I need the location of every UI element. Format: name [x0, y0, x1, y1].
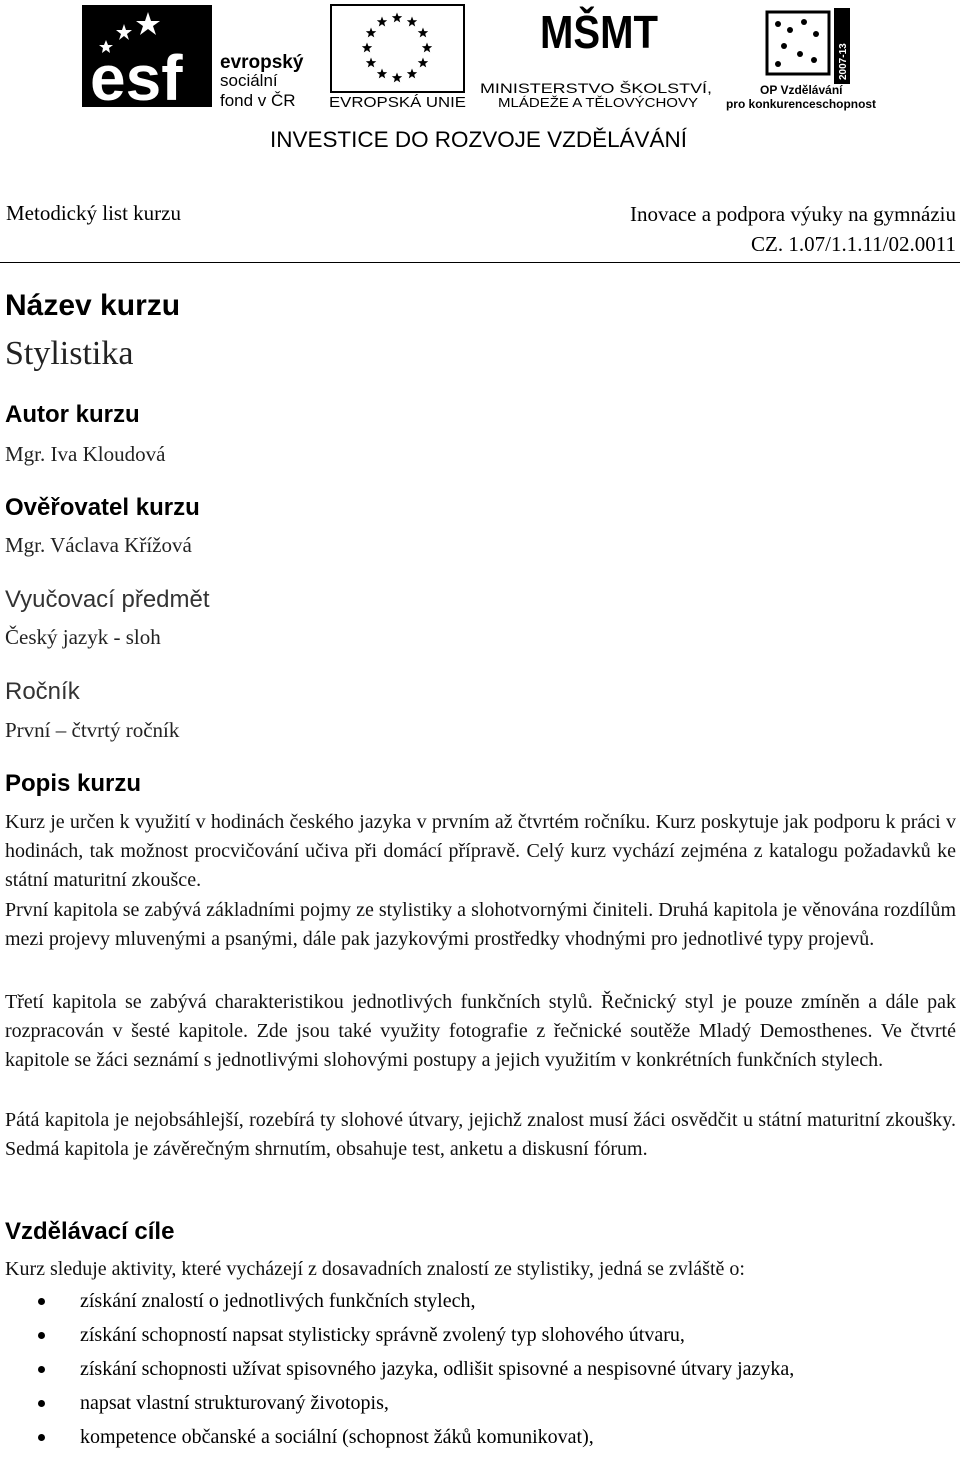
goals-list — [0, 1286, 956, 1456]
list-item: získání znalostí o jednotlivých funkčních stylech, — [0, 1286, 956, 1316]
op-dots-icon — [775, 19, 819, 67]
doc-type: Metodický list kurzu — [6, 201, 181, 225]
eu-logo — [329, 5, 466, 111]
course-title-label: Název kurzu — [5, 289, 181, 322]
op-logo — [726, 8, 876, 111]
logo-banner — [0, 0, 960, 160]
esf-line-1: evropský — [220, 52, 304, 73]
list-item: získání schopností napsat stylisticky správně zvolený typ slohového útvaru, — [0, 1320, 956, 1350]
msmt-line-1: MINISTERSTVO ŠKOLSTVÍ, — [480, 80, 712, 96]
project-code: CZ. 1.07/1.1.11/02.0011 — [751, 232, 956, 256]
list-item: získání schopnosti užívat spisovného jazyka, odlišit spisovné a nespisovné útvary jazyka, — [0, 1354, 956, 1384]
grade-value: První – čtvrtý ročník — [5, 718, 180, 742]
bullet-icon — [38, 1298, 45, 1305]
bullet-icon — [38, 1434, 45, 1441]
msmt-line-2: MLÁDEŽE A TĚLOVÝCHOVY — [498, 95, 699, 110]
description-label: Popis kurzu — [5, 770, 142, 797]
bullet-icon — [38, 1400, 45, 1407]
op-line-1: OP Vzdělávání — [760, 83, 843, 97]
project-info — [630, 199, 956, 259]
verifier-value: Mgr. Václava Křížová — [5, 533, 192, 557]
msmt-logo — [480, 6, 712, 110]
eu-label: EVROPSKÁ UNIE — [329, 94, 466, 111]
grade-label: Ročník — [5, 678, 80, 705]
goals-intro: Kurz sleduje aktivity, které vycházejí z dosavadních znalostí ze stylistiky, jedná se zvláště o: — [5, 1258, 745, 1280]
esf-mark: esf — [90, 42, 183, 114]
list-item: kompetence občanské a sociální (schopnost žáků komunikovat), — [0, 1422, 956, 1452]
verifier-label: Ověřovatel kurzu — [5, 494, 200, 521]
esf-logo — [82, 5, 304, 114]
subject-label: Vyučovací předmět — [5, 586, 210, 613]
description-paragraph-2: První kapitola se zabývá základními pojmy ze stylistiky a slohotvornými činiteli. Druhá kapitola je věnována rozdílům mezi projevy mluvenými a psanými, dále pak jazykovými prostředky vhodnými pro jednotlivé typy projevů. — [5, 899, 956, 950]
course-title-value: Stylistika — [5, 335, 134, 372]
project-name: Inovace a podpora výuky na gymnáziu — [630, 202, 956, 226]
bullet-icon — [38, 1332, 45, 1339]
subject-value: Český jazyk - sloh — [5, 625, 161, 649]
msmt-mark: MŠMT — [540, 6, 658, 58]
goals-label: Vzdělávací cíle — [5, 1218, 175, 1245]
list-item: napsat vlastní strukturovaný životopis, — [0, 1388, 956, 1418]
esf-line-3: fond v ČR — [220, 91, 296, 110]
description-paragraph-1: Kurz je určen k využití v hodinách českého jazyka v prvním až čtvrtém ročníku. Kurz poskytuje jak podporu k práci v hodinách, tak možnost procvičování učiva při domácí přípravě. Celý kurz vychází zejména z katalogu požadavků ke státní maturitní zkoušce. — [5, 811, 956, 891]
bullet-icon — [38, 1366, 45, 1373]
author-value: Mgr. Iva Kloudová — [5, 442, 166, 466]
author-label: Autor kurzu — [5, 401, 140, 428]
op-line-2: pro konkurenceschopnost — [726, 97, 876, 111]
description-paragraph-3: Třetí kapitola se zabývá charakteristikou jednotlivých funkčních stylů. Řečnický styl je pouze zmíněn a dále pak rozpracován v šesté kapitole. Zde jsou také využity fotografie z řečnické soutěže Mladý Demosthenes. Ve čtvrté kapitole se žáci seznámí s jednotlivými slohovými postupy a jejich využitím v konkrétních funkčních stylech. — [5, 991, 956, 1071]
esf-line-2: sociální — [220, 71, 278, 90]
slogan: INVESTICE DO ROZVOJE VZDĚLÁVÁNÍ — [270, 127, 688, 152]
header-divider — [0, 262, 960, 263]
op-years: 2007-13 — [838, 43, 849, 80]
description-paragraph-4: Pátá kapitola je nejobsáhlejší, rozebírá ty slohové útvary, jejichž znalost musí žáci osvědčit u státní maturitní zkoušky. Sedmá kapitola je závěrečným shrnutím, obsahuje test, anketu a diskusní fórum. — [5, 1109, 956, 1160]
